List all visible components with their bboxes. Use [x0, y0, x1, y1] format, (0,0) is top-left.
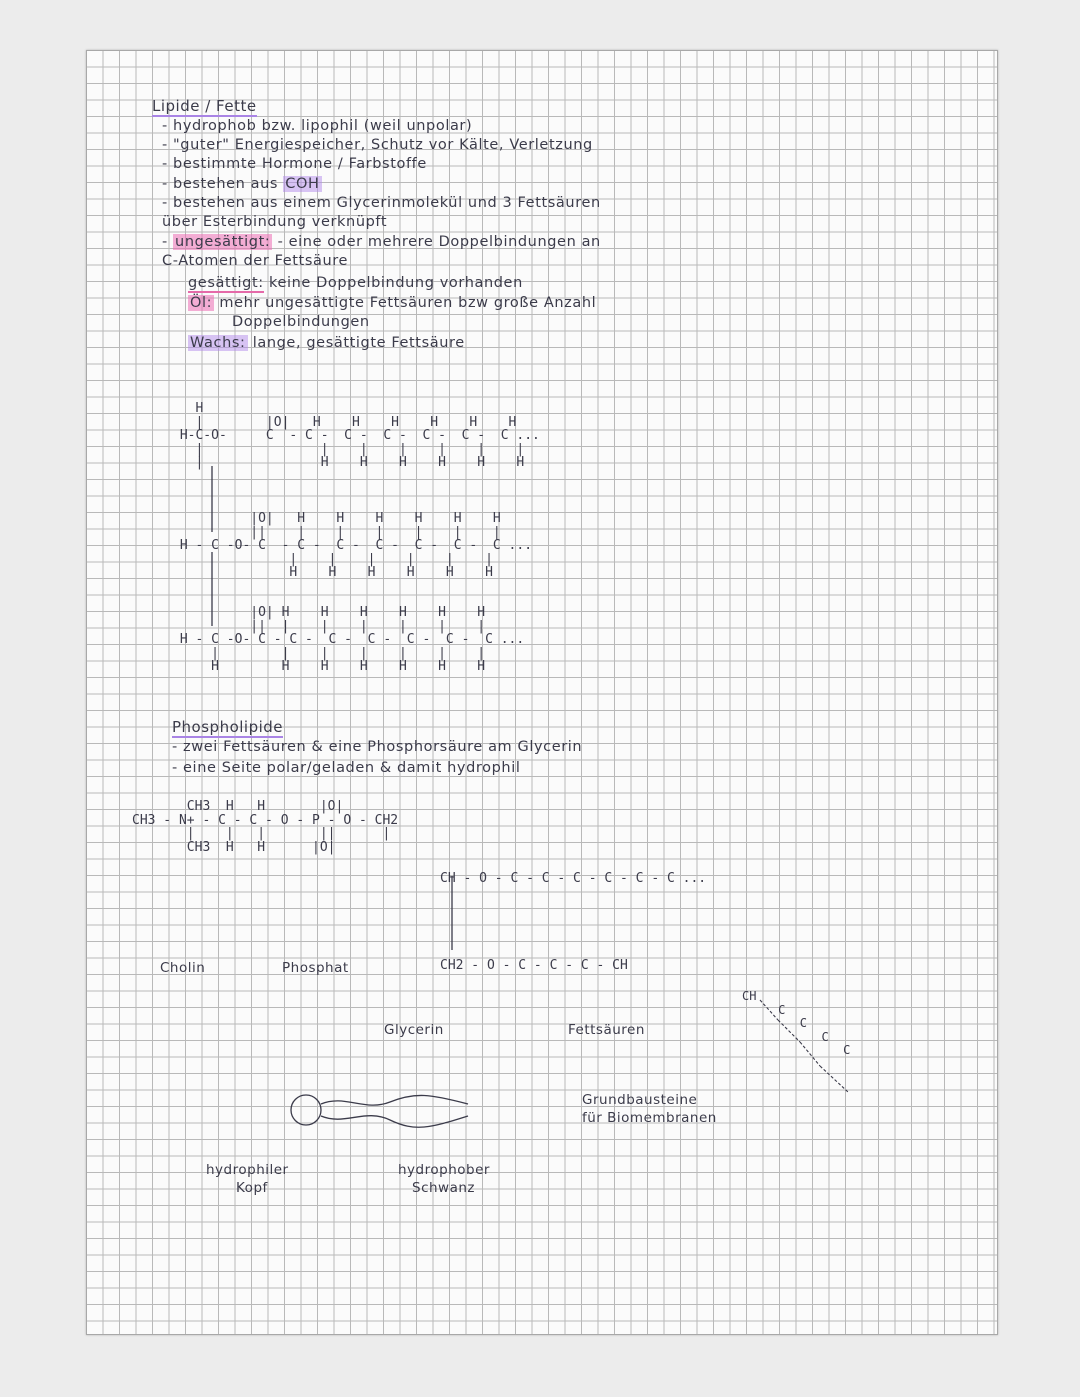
bullet-6-text: - eine oder mehrere Doppelbindungen an [277, 234, 601, 250]
glycerin-bottom-formula: CH2 - O - C - C - C - CH [440, 958, 628, 973]
label-biomembranen: für Biomembranen [582, 1110, 717, 1126]
label-phosphat: Phosphat [282, 960, 349, 976]
label-glycerin: Glycerin [384, 1022, 444, 1038]
triglyceride-row-3: |O| H H H H H H || | | | | | | H - C -O- C - C - C - C - C - C - C ... | | | | | | | H H H H H H H [179, 605, 525, 674]
bullet-5-cont: über Esterbindung verknüpft [162, 214, 388, 230]
kink-atoms: CH C C C C [742, 989, 851, 1057]
wachs-term: Wachs: [190, 335, 246, 351]
gesaettigt-text: keine Doppelbindung vorhanden [268, 275, 523, 291]
triglyceride-row-2: |O| H H H H H H || | | | | | | H - C -O- C - C - C - C - C - C - C ... | | | | | | H H H H H H [179, 511, 533, 580]
bullet-6-cont: C-Atomen der Fettsäure [162, 253, 349, 269]
oel-text: mehr ungesättigte Fettsäuren bzw große Anzahl [219, 295, 597, 311]
label-cholin: Cholin [160, 960, 206, 976]
label-fettsaeuren: Fettsäuren [568, 1022, 645, 1038]
bullet-3: - bestimmte Hormone / Farbstoffe [162, 156, 427, 172]
oel-term: Öl: [190, 295, 213, 311]
section-title-lipide: Lipide / Fette [152, 97, 257, 115]
glycerin-mid-formula: CH - O - C - C - C - C - C - C ... [440, 871, 707, 886]
wachs-text: lange, gesättigte Fettsäure [252, 335, 465, 351]
bullet-2: - "guter" Energiespeicher, Schutz vor Kälte, Verletzung [162, 137, 593, 153]
label-schwanz-1: hydrophober [398, 1162, 490, 1178]
bullet-5: - bestehen aus einem Glycerinmolekül und 3 Fettsäuren [162, 195, 601, 211]
label-grundbausteine: Grundbausteine [582, 1092, 698, 1108]
phospholipid-head-formula: CH3 H H |O| CH3 - N+ - C - C - O - P - O - CH2 | | | || | CH3 H H |O| [132, 799, 399, 855]
section-title-phospholipide: Phospholipide [172, 718, 284, 736]
triglyceride-row-1: H | |O| H H H H H H H-C-O- C - C - C - C - C - C - C ... | | | | | | | | H H H H H H [179, 401, 540, 470]
oel-line-cont: Doppelbindungen [232, 314, 370, 330]
gesaettigt-term: gesättigt: [188, 275, 264, 291]
phospho-bullet-1: - zwei Fettsäuren & eine Phosphorsäure am Glycerin [172, 739, 583, 755]
label-schwanz-2: Schwanz [412, 1180, 476, 1196]
label-kopf-2: Kopf [236, 1180, 268, 1196]
phospho-bullet-2: - eine Seite polar/geladen & damit hydrophil [172, 760, 521, 776]
ungesaettigt-term: ungesättigt: [175, 234, 271, 250]
dash: - [162, 234, 174, 250]
bullet-4-text: - bestehen aus [162, 176, 279, 192]
bullet-1: - hydrophob bzw. lipophil (weil unpolar) [162, 118, 473, 134]
label-kopf-1: hydrophiler [206, 1162, 289, 1178]
coh-highlight: COH [285, 176, 320, 192]
